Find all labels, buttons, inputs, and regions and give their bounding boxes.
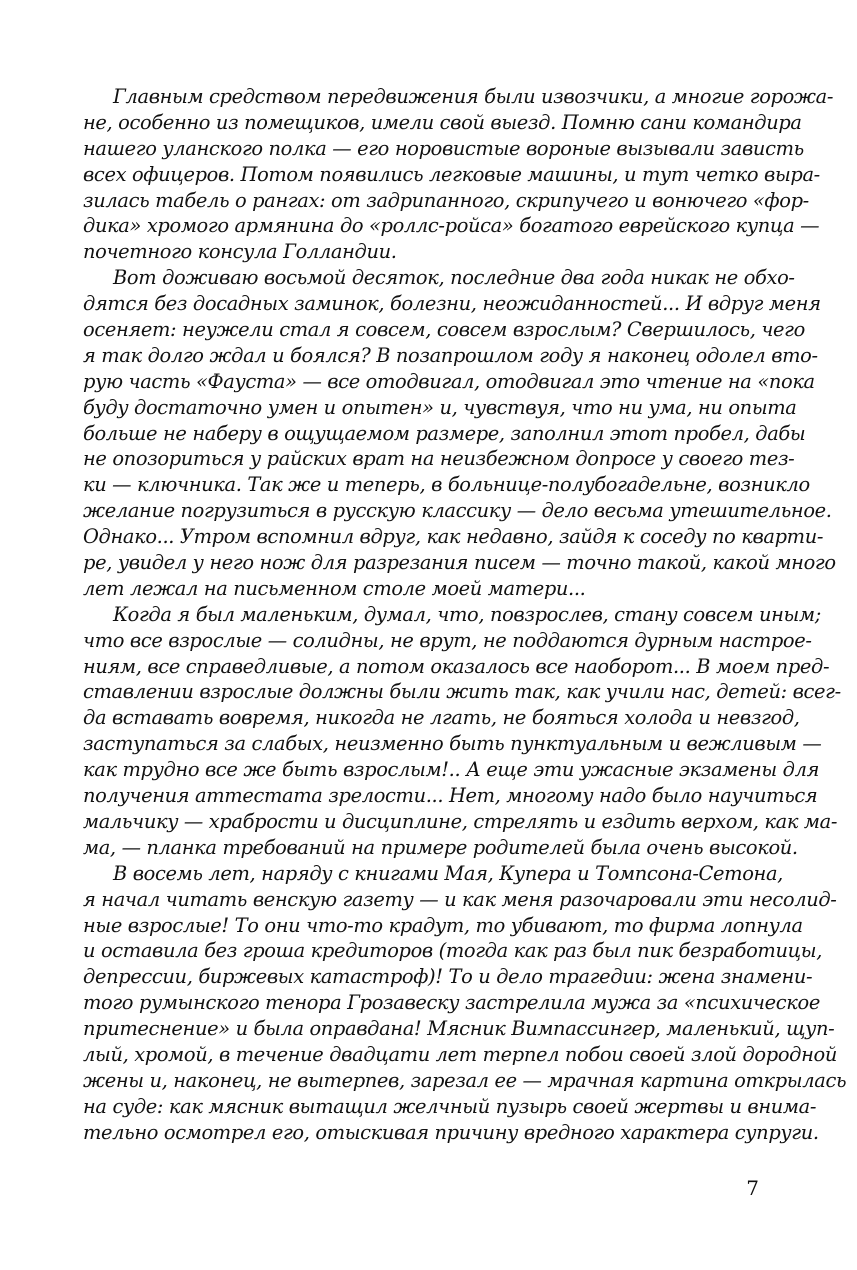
text-line: больше не наберу в ощущаемом размере, заполнил этот пробел, дабы [83,421,806,445]
text-line: ки — ключника. Так же и теперь, в больнице-полубогадельне, возникло [83,473,810,497]
text-line: ре, увидел у него нож для разрезания писем — точно такой, какой много [83,551,836,575]
text-line: на суде: как мясник вытащил желчный пузырь своей жертвы и внима- [83,1094,817,1118]
text-line: получения аттестата зрелости... Нет, многому надо было научиться [83,784,818,808]
text-line: Главным средством передвижения были извозчики, а многие горожа- [113,85,834,108]
text-line: осеняет: неужели стал я совсем, совсем взрослым? Свершилось, чего [83,318,805,342]
text-line: лый, хромой, в течение двадцати лет терпел побои своей злой дородной [83,1042,837,1066]
text-line: и оставила без гроша кредиторов (тогда как раз был пик безработицы, [83,939,823,963]
text-line: депрессии, биржевых катастроф)! То и дело трагедии: жена знамени- [83,965,813,989]
text-line: желание погрузиться в русскую классику — дело весьма утешительное. [83,499,832,523]
text-line: почетного консула Голландии. [83,240,397,264]
paragraph [83,602,841,861]
page-number: 7 [746,1176,759,1200]
text-line: дика» хромого армянина до «роллс-ройса» богатого еврейского купца — [83,214,820,238]
text-line: зилась табель о рангах: от задрипанного, скрипучего и вонючего «фор- [83,188,809,212]
text-line: Вот доживаю восьмой десяток, последние два года никак не обхо- [113,266,795,290]
text-line: тельно осмотрел его, отыскивая причину вредного характера супруги. [83,1120,819,1144]
text-line: притеснение» и была оправдана! Мясник Вимпассингер, маленький, щуп- [83,1017,835,1041]
text-line: буду достаточно умен и опытен» и, чувствуя, что ни ума, ни опыта [83,395,797,419]
text-line: ниям, все справедливые, а потом оказалось все наоборот... В моем пред- [83,654,830,678]
text-line: ма, — планка требований на примере родителей была очень высокой. [83,835,798,859]
text-line: не, особенно из помещиков, имели свой выезд. Помню сани командира [83,110,802,134]
body-text [83,84,847,1146]
text-line: да вставать вовремя, никогда не лгать, не бояться холода и невзгод, [83,706,800,730]
text-line: дятся без досадных заминок, болезни, неожиданностей... И вдруг меня [83,292,821,316]
text-line: жены и, наконец, не вытерпев, зарезал ее — мрачная картина открылась [83,1068,847,1092]
text-line: заступаться за слабых, неизменно быть пунктуальным и вежливым — [83,732,822,756]
text-line: ставлении взрослые должны были жить так, как учили нас, детей: всег- [83,680,841,704]
text-line: ные взрослые! То они что-то крадут, то убивают, то фирма лопнула [83,913,803,937]
paragraph [83,265,836,602]
text-line: как трудно все же быть взрослым!.. А еще эти ужасные экзамены для [83,758,820,782]
paragraph [83,84,834,265]
text-line: я так долго ждал и боялся? В позапрошлом году я наконец одолел вто- [83,343,818,367]
text-line: лет лежал на письменном столе моей матери... [83,576,586,600]
paragraph [83,861,847,1146]
text-line: нашего уланского полка — его норовистые вороные вызывали зависть [83,136,804,160]
text-line: рую часть «Фауста» — все отодвигал, отодвигал это чтение на «пока [83,369,815,393]
text-line: В восемь лет, наряду с книгами Мая, Купера и Томпсона-Сетона, [113,861,783,885]
text-line: мальчику — храбрости и дисциплине, стрелять и ездить верхом, как ма- [83,809,838,833]
text-line: всех офицеров. Потом появились легковые машины, и тут четко выра- [83,162,820,186]
text-line: того румынского тенора Грозавеску застрелила мужа за «психическое [83,991,820,1015]
text-line: я начал читать венскую газету — и как меня разочаровали эти несолид- [83,887,837,911]
text-line: не опозориться у райских врат на неизбежном допросе у своего тез- [83,447,795,471]
text-line: Когда я был маленьким, думал, что, повзрослев, стану совсем иным; [113,602,821,626]
text-line: что все взрослые — солидны, не врут, не поддаются дурным настрое- [83,628,812,652]
text-line: Однако... Утром вспомнил вдруг, как недавно, зайдя к соседу по кварти- [83,525,824,549]
